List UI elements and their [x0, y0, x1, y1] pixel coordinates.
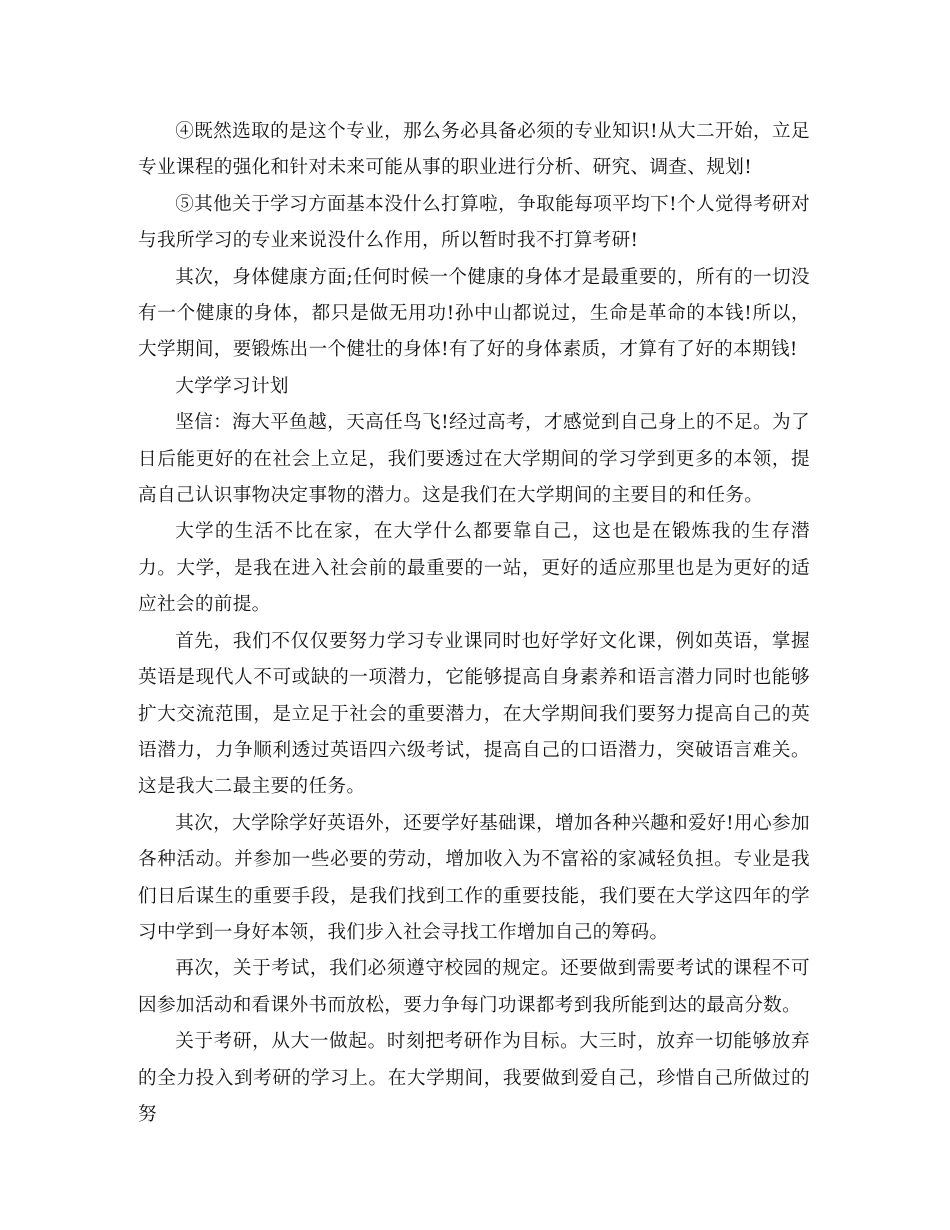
paragraph-postgraduate-exam: 关于考研，从大一做起。时刻把考研作为目标。大三时，放弃一切能够放弃的全力投入到考研的学习上。在大学期间，我要做到爱自己，珍惜自己所做过的努	[138, 1031, 810, 1125]
paragraph-third-exams: 再次，关于考试，我们必须遵守校园的规定。还要做到需要考试的课程不可因参加活动和看课外书而放松，要力争每门功课都考到我所能到达的最高分数。	[138, 958, 810, 1016]
paragraph-major-knowledge: ④既然选取的是这个专业，那么务必具备必须的专业知识!从大二开始，立足专业课程的强化和针对未来可能从事的职业进行分析、研究、调查、规划!	[138, 121, 810, 179]
paragraph-second-basic-courses: 其次，大学除学好英语外，还要学好基础课，增加各种兴趣和爱好!用心参加各种活动。并参加一些必要的劳动，增加收入为不富裕的家减轻负担。专业是我们日后谋生的重要手段，是我们找到工作的重要技能，我们要在大学这四年的学习中学到一身好本领，我们步入社会寻找工作增加自己的筹码。	[138, 812, 810, 943]
paragraph-belief: 坚信：海大平鱼越，天高任鸟飞!经过高考，才感觉到自己身上的不足。为了日后能更好的在社会上立足，我们要透过在大学期间的学习学到更多的本领，提高自己认识事物决定事物的潜力。这是我们在大学期间的主要目的和任务。	[138, 412, 810, 507]
paragraph-college-life: 大学的生活不比在家，在大学什么都要靠自己，这也是在锻炼我的生存潜力。大学，是我在进入社会前的最重要的一站，更好的适应那里也是为更好的适应社会的前提。	[138, 521, 810, 616]
section-heading-study-plan: 大学学习计划	[175, 375, 289, 397]
paragraph-physical-health: 其次，身体健康方面;任何时候一个健康的身体才是最重要的，所有的一切没有一个健康的身体，都只是做无用功!孙中山都说过，生命是革命的本钱!所以，大学期间，要锻炼出一个健壮的身体!有了好的身体素质，才算有了好的本期钱!	[138, 266, 810, 361]
document-body	[138, 114, 810, 1133]
paragraph-other-study-plans: ⑤其他关于学习方面基本没什么打算啦，争取能每项平均下!个人觉得考研对与我所学习的专业来说没什么作用，所以暂时我不打算考研!	[138, 193, 810, 252]
paragraph-first-english: 首先，我们不仅仅要努力学习专业课同时也好学好文化课，例如英语，掌握英语是现代人不可或缺的一项潜力，它能够提高自身素养和语言潜力同时也能够扩大交流范围，是立足于社会的重要潜力，在大学期间我们要努力提高自己的英语潜力，力争顺利透过英语四六级考试，提高自己的口语潜力，突破语言难关。这是我大二最主要的任务。	[138, 630, 810, 798]
